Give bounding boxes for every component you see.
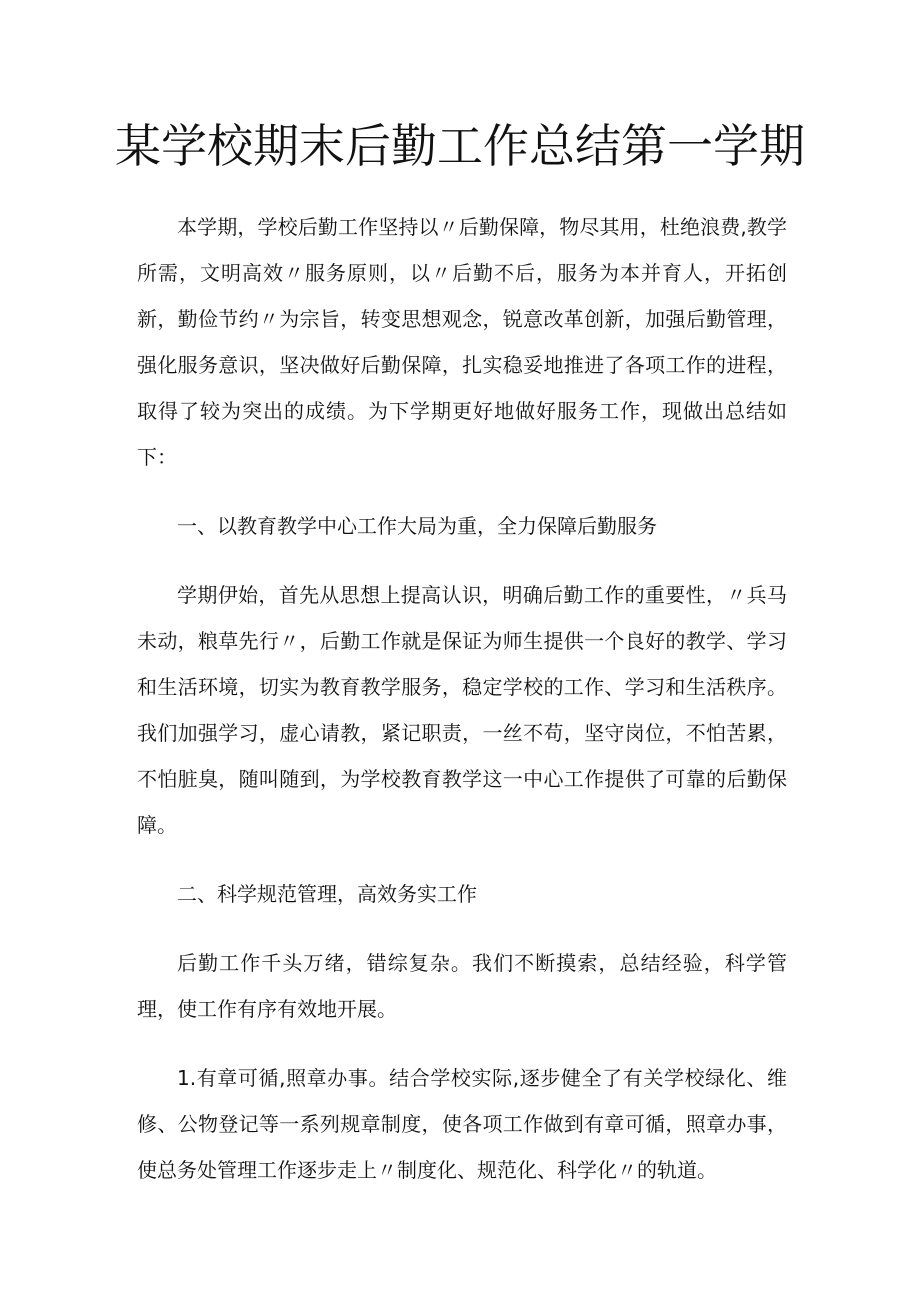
section-2-heading: 二、科学规范管理，高效务实工作 (177, 882, 477, 906)
section-1-heading: 一、以教育教学中心工作大局为重，全力保障后勤服务 (177, 514, 657, 538)
document-title: 某学校期末后勤工作总结第一学期 (115, 119, 805, 173)
intro-paragraph: 本学期，学校后勤工作坚持以〃后勤保障，物尽其用，杜绝浪费,教学所需，文明高效〃服务原则，以〃后勤不后，服务为本并育人，开拓创新，勤俭节约〃为宗旨，转变思想观念，锐意改革创新，加强后勤管理，强化服务意识，坚决做好后勤保障，扎实稳妥地推进了各项工作的进程，取得了较为突出的成绩。为下学期更好地做好服务工作，现做出总结如下： (137, 215, 787, 469)
section-2-item-1: 1.有章可循,照章办事。结合学校实际,逐步健全了有关学校绿化、维修、公物登记等一系列规章制度，使各项工作做到有章可循，照章办事，使总务处管理工作逐步走上〃制度化、规范化、科学化〃的轨道。 (137, 1066, 787, 1182)
document-body (137, 204, 787, 1193)
section-2-paragraph: 后勤工作千头万绪，错综复杂。我们不断摸索，总结经验，科学管理，使工作有序有效地开展。 (137, 951, 787, 1021)
section-1-paragraph: 学期伊始，首先从思想上提高认识，明确后勤工作的重要性，〃兵马未动，粮草先行〃，后勤工作就是保证为师生提供一个良好的教学、学习和生活环境，切实为教育教学服务，稳定学校的工作、学习和生活秩序。我们加强学习，虚心请教，紧记职责，一丝不苟，坚守岗位，不怕苦累，不怕脏臭，随叫随到，为学校教育教学这一中心工作提供了可靠的后勤保障。 (137, 583, 787, 837)
